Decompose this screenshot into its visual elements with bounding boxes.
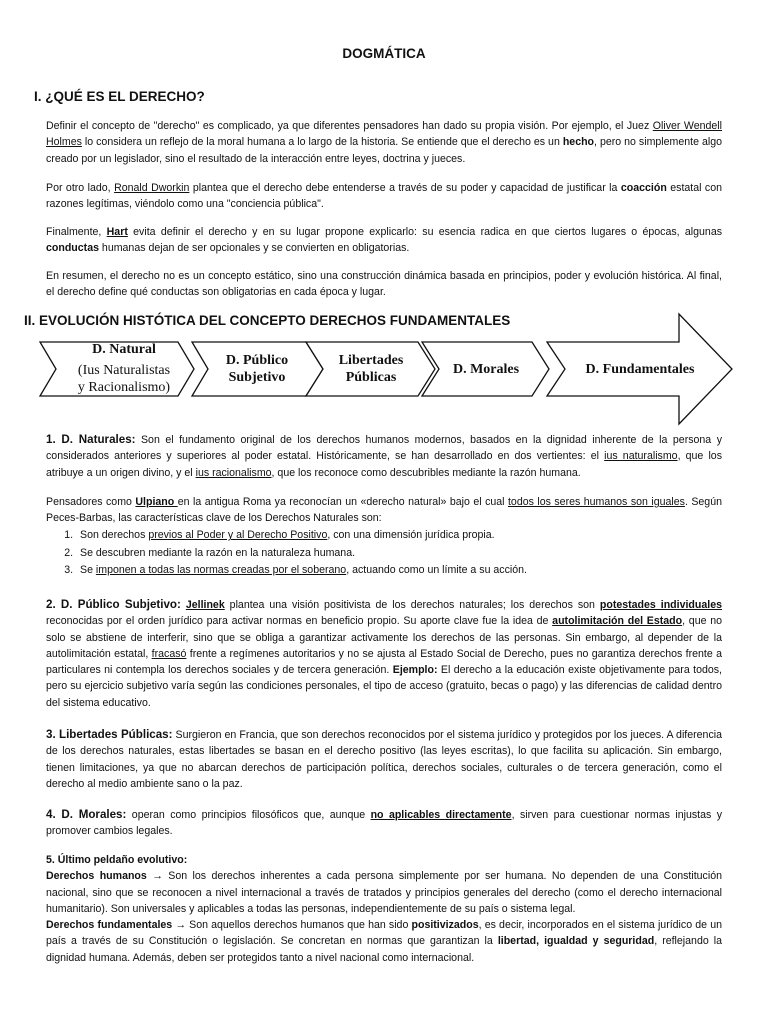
term-ius-racionalismo: ius racionalismo — [195, 466, 272, 479]
lead-naturales: 1. D. Naturales: — [46, 433, 136, 446]
arrow-glyph: → — [146, 870, 169, 883]
paragraph-naturales — [46, 432, 722, 481]
text-run: , que no solo se abstiene de interferir, sino que se obliga a garantizar activamente los derechos de las personas. Sin embargo, al depender de la autolimitación estatal, — [46, 615, 723, 660]
underlined-phrase: previos al Poder y al Derecho Positivo — [148, 529, 328, 541]
text-run: Finalmente, — [46, 226, 107, 238]
list-item — [76, 562, 752, 580]
page-title: DOGMÁTICA — [342, 46, 426, 61]
text-run: Son derechos — [80, 529, 149, 541]
term-conductas: conductas — [46, 242, 99, 255]
paragraph-resumen: En resumen, el derecho no es un concepto estático, sino una construcción dinámica basada en principios, poder y evolución histórica. Al final, el derecho define qué conductas son obligatorias en cada época y lugar. — [46, 270, 722, 299]
text-run: , con una dimensión jurídica propia. — [327, 529, 495, 541]
text-run: El derecho a la educación existe objetivamente para todos, pero su ejercicio subjetivo varía según las condiciones personales, el tipo de acceso (gratuito, becas o pago) y las diferencias de calidad dentro del sistema educativo. — [46, 664, 722, 709]
flow-label-libertades-l1: Libertades — [338, 353, 404, 368]
term-ius-naturalismo: ius naturalismo — [604, 450, 678, 463]
text-run: Se descubren mediante la razón en la naturaleza humana. — [80, 546, 356, 559]
text-run: Se — [80, 564, 96, 576]
lead-ultimo-peldano: 5. Último peldaño evolutivo: — [46, 854, 188, 866]
text-run: Surgieron en Francia, que son derechos reconocidos por el sistema jurídico y protegidos por los jueces. A diferencia de los derechos naturales, estas libertades se basan en el derecho positivo (las leyes escritas), lo que facilita su aplicación. Sin embargo, tienen limitaciones, ya que no abarcan derechos de participación política, derechos sociales, culturales o de tercera generación, como el derecho al medio ambiente sano o la paz. — [46, 729, 722, 790]
text-run: evita definir el derecho y en su lugar propone explicarlo: su esencia radica en que ciertos lugares o épocas, algunas — [127, 226, 723, 238]
list-item — [76, 545, 752, 563]
text-run: , sirven para cuestionar normas injustas y promover cambios legales. — [46, 809, 723, 838]
lead-publico-subjetivo: 2. D. Público Subjetivo: — [46, 598, 181, 611]
flow-arrow-publico-subjetivo — [192, 342, 323, 396]
text-run: Definir el concepto de "derecho" es complicado, ya que diferentes pensadores han dado su propia visión. Por ejemplo, el Juez — [46, 120, 653, 132]
term-coaccion: coacción — [620, 182, 667, 194]
text-run: Por otro lado, — [46, 182, 115, 194]
lead-morales: 4. D. Morales: — [46, 808, 127, 821]
paragraph-dworkin — [46, 180, 722, 213]
text-run: , pero no simplemente algo creado por un legislador, sino el resultado de la interacción entre leyes, doctrina y jueces. — [46, 136, 722, 165]
text-run: plantea que el derecho debe entenderse a través de su poder y capacidad de justificar la — [189, 182, 621, 194]
flow-label-fundamentales: D. Fundamentales — [585, 362, 695, 377]
term-fracaso: fracasó — [151, 647, 187, 660]
paragraph-hart — [46, 224, 722, 257]
lead-derechos-fundamentales: Derechos fundamentales — [46, 919, 173, 932]
text-run: . Según Peces-Barbas, las características clave de los Derechos Naturales son: — [46, 496, 722, 525]
lead-ejemplo: Ejemplo: — [392, 664, 438, 677]
text-run: en la antigua Roma ya reconocían un «derecho natural» bajo el cual — [177, 496, 508, 508]
paragraph-ultimo-peldano — [46, 852, 722, 966]
text-run: Son el fundamento original de los derechos humanos modernos, basados en la dignidad inherente de la persona y considerados anteriores y superiores al poder estatal. Históricamente, se han desarrollado en dos vertientes: el — [46, 434, 722, 463]
paragraph-publico-subjetivo — [46, 597, 722, 711]
paragraph-libertades — [46, 727, 722, 792]
flow-label-morales: D. Morales — [452, 362, 520, 377]
underlined-phrase: imponen a todas las normas creadas por el soberano — [95, 564, 347, 576]
text-run: humanas dejan de ser opcionales y se convierten en obligatorias. — [98, 242, 410, 255]
name-holmes: Oliver Wendell Holmes — [46, 120, 722, 149]
term-positivizados: positivizados — [411, 919, 479, 932]
text-run: , actuando como un límite a su acción. — [346, 564, 527, 576]
text-run: Son aquellos derechos humanos que han sido — [189, 919, 412, 932]
flow-label-libertades-l2: Públicas — [345, 370, 397, 385]
term-autolimitacion: autolimitación del Estado — [552, 615, 683, 628]
lead-derechos-humanos: Derechos humanos — [46, 870, 147, 883]
term-libertad-igualdad-seguridad: libertad, igualdad y seguridad — [497, 935, 655, 948]
text-run: , reflejando la dignidad humana. Además, deben ser protegidos tanto a nivel nacional como internacional. — [46, 935, 723, 964]
text-run: operan como principios filosóficos que, aunque — [126, 809, 371, 821]
text-run: , que los reconoce como descubribles mediante la razón humana. — [271, 466, 581, 479]
text-run: plantea una visión positivista de los derechos naturales; los derechos son — [224, 599, 600, 611]
text-run: , es decir, incorporados en el sistema jurídico de un país a través de su Constitución o legislación. Se concretan en normas que garantizan la — [46, 919, 722, 948]
phrase-iguales: todos los seres humanos son iguales — [507, 496, 685, 508]
paragraph-holmes — [46, 118, 722, 167]
evolution-flow-diagram — [38, 312, 734, 426]
name-dworkin: Ronald Dworkin — [114, 182, 190, 194]
flow-label-publico-l1: D. Público — [225, 353, 289, 368]
text-run: Pensadores como — [46, 496, 136, 508]
text-run: estatal con razones legítimas, viéndolo como una "conciencia pública". — [46, 182, 723, 211]
characteristics-list — [46, 527, 752, 580]
text-run: lo considera un reflejo de la moral humana a lo largo de la historia. Se entiende que el derecho es un — [81, 136, 563, 149]
paragraph-ulpiano — [46, 494, 722, 527]
text-run: , que los atribuye a un origen divino, y el — [46, 450, 722, 479]
term-hecho: hecho — [562, 136, 595, 149]
flow-arrow-libertades — [306, 342, 435, 396]
flow-label-natural: D. Natural — [92, 342, 156, 357]
text-run: reconocidas por el orden jurídico para activar normas en beneficio propio. Su aporte clave fue la idea de — [46, 615, 553, 628]
paragraph-morales — [46, 807, 722, 840]
text-run: Son los derechos inherentes a cada persona simplemente por ser humana. No dependen de una Constitución nacional, sino que se reconocen a nivel internacional a través de tratados y principios generales del derecho (como el derecho internacional humanitario). Son universales y aplicables a todas las personas, independientemente de su país o sistema legal. — [46, 870, 722, 915]
list-item — [76, 527, 752, 545]
arrow-glyph: → — [172, 919, 190, 932]
lead-libertades: 3. Libertades Públicas: — [46, 728, 173, 741]
term-no-aplicables: no aplicables directamente — [370, 809, 512, 821]
flow-label-publico-l2: Subjetivo — [228, 370, 286, 385]
section-heading-derecho: I. ¿QUÉ ES EL DERECHO? — [34, 89, 205, 104]
name-jellinek: Jellinek — [185, 599, 225, 611]
flow-label-natural-sub2: y Racionalismo) — [77, 380, 171, 395]
text-run: frente a regímenes autoritarios y no se ajusta al Estado Social de Derecho, pues no garantiza derechos frente a particulares ni contempla los derechos sociales y de tercera generación. — [46, 647, 722, 677]
name-ulpiano: Ulpiano — [135, 496, 178, 508]
section-heading-evolucion: II. EVOLUCIÓN HISTÓTICA DEL CONCEPTO DERECHOS FUNDAMENTALES — [24, 313, 511, 328]
flow-label-natural-sub1: (Ius Naturalistas — [77, 363, 171, 378]
name-hart: Hart — [106, 226, 128, 238]
term-potestades: potestades individuales — [599, 599, 722, 611]
